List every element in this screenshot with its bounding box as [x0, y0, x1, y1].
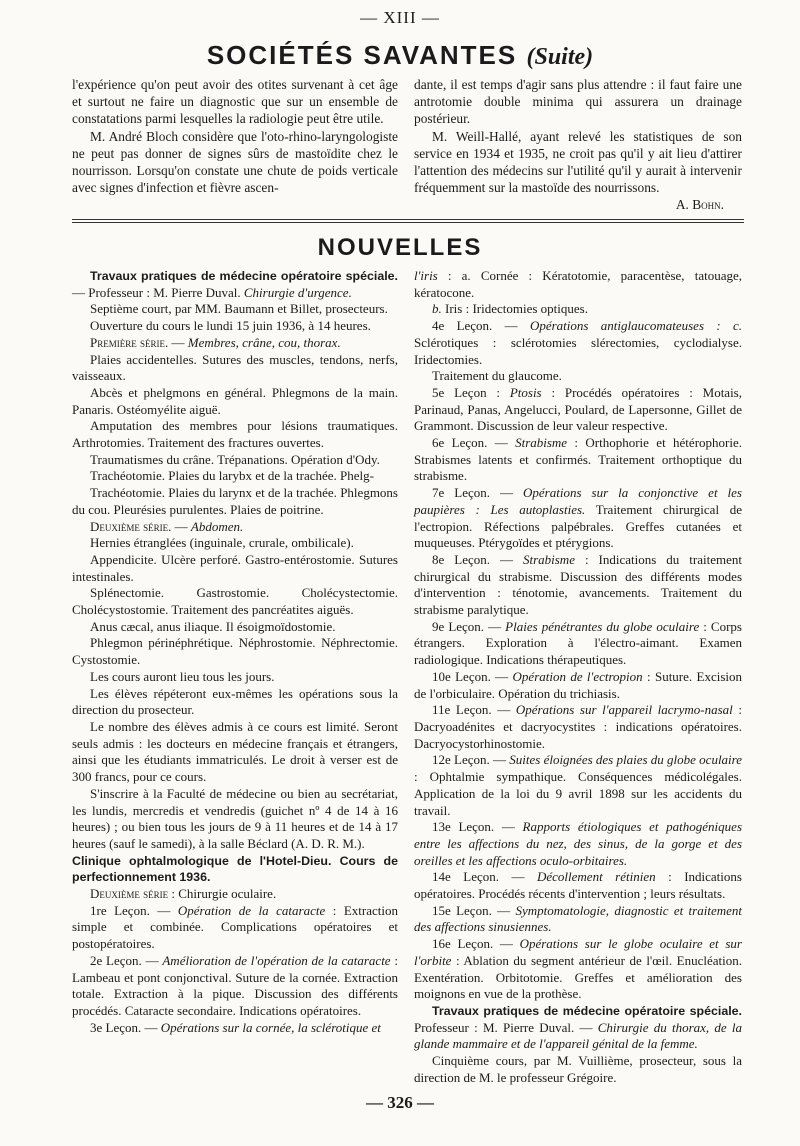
paragraph-text: 16e Leçon. —: [432, 936, 520, 952]
section-title: [0, 40, 800, 71]
italic-text: Amélioration de l'opération de la cataracte: [162, 952, 391, 968]
paragraph-text: Trachéotomie. Plaies du larybx et de la trachée. Phelg-: [90, 468, 374, 484]
italic-text: Strabisme: [515, 435, 568, 451]
paragraph: [72, 669, 398, 686]
section-title-suffix: (Suite): [526, 44, 594, 70]
italic-text: Chirurgie d'urgence.: [243, 284, 352, 300]
paragraph-text: Anus cæcal, anus iliaque. Il ésoigmoïdostomie.: [90, 618, 336, 634]
page-roman-numeral: — XIII —: [360, 8, 440, 27]
paragraph: [414, 385, 742, 435]
paragraph-text: Phlegmon périnéphrétique. Néphrostomie. Néphrectomie. Cystostomie.: [72, 635, 398, 668]
heading-text: Travaux pratiques de médecine opératoire spéciale.: [90, 269, 398, 283]
paragraph-text: : Ablation du segment antérieur de l'œil. Enucléation. Exentération. Orbitotomie. Greffes et amélioration des moignons en vue de la prothèse.: [414, 952, 742, 1002]
paragraph: [414, 903, 742, 936]
page-number: — 326 —: [366, 1093, 434, 1112]
paragraph-text: 2e Leçon. —: [90, 952, 163, 968]
italic-text: Opérations sur le globe oculaire et sur l'orbite: [414, 936, 742, 968]
paragraph: [72, 535, 398, 552]
paragraph: [72, 301, 398, 318]
italic-text: Opérations sur la conjonctive et les paupières : Les autoplasties.: [414, 485, 742, 517]
series-label: Deuxième série.: [90, 518, 172, 534]
paragraph: M. André Bloch considère que l'oto-rhino-laryngologiste ne peut pas donner de signes sûrs de mastoïdite chez le nourrisson. Lorsqu'on constate une chute de poids verticale avec signes d'infection et fièvre ascen-: [72, 128, 398, 196]
paragraph-text: Iris : Iridectomies optiques.: [441, 301, 588, 317]
paragraph: [72, 468, 398, 485]
italic-text: Chirurgie du thorax, de la glande mammaire et de l'appareil génital de la femme.: [414, 1019, 742, 1052]
paragraph: [414, 552, 742, 619]
paragraph: [72, 485, 398, 518]
italic-text: Abdomen.: [190, 518, 244, 534]
author-signature: A. Bohn.: [675, 197, 724, 213]
italic-text: Opération de la cataracte: [177, 902, 326, 918]
paragraph-text: Septième court, par MM. Baumann et Billet, prosecteurs.: [90, 301, 388, 317]
paragraph: dante, il est temps d'agir sans plus attendre : il faut faire une antrotomie double minima qui assurera un drainage postérieur.: [414, 77, 742, 127]
paragraph-text: Amputation des membres pour lésions traumatiques. Arthrotomies. Traitement des fractures ouvertes.: [72, 418, 398, 451]
paragraph-text: 5e Leçon :: [432, 384, 510, 400]
paragraph: [414, 1003, 742, 1053]
italic-text: Rapports étiologiques et pathogéniques entre les affections du nez, des sinus, de la gorge et des oreilles et les affections oculo-orbitaires.: [414, 819, 743, 868]
paragraph-text: 10e Leçon. —: [432, 668, 513, 684]
paragraph: [414, 301, 742, 318]
paragraph: [72, 418, 398, 451]
paragraph: [72, 786, 398, 853]
paragraph-text: Traitement chirurgical de l'ectropion. Réfections palpébrales. Greffes cutanées et muqueuses. Ptérygoïdes et ptérygions.: [414, 501, 742, 551]
paragraph: [72, 619, 398, 636]
paragraph-text: —: [168, 334, 188, 350]
paragraph: [72, 352, 398, 385]
paragraph: [72, 635, 398, 668]
nouvelles-left-column: [72, 268, 398, 1036]
paragraph: [72, 552, 398, 585]
paragraph: [414, 619, 742, 669]
paragraph-text: : a. Cornée : Kératotomie, paracentèse, tatouage, kératocone.: [414, 268, 742, 300]
paragraph-text: : Lambeau et pont conjonctival. Suture de la cornée. Extraction totale. Extraction à la pique. Discussion des différents procédés. Cataracte secondaire. Indications opératoires.: [72, 952, 398, 1018]
paragraph-text: : Chirurgie oculaire.: [168, 886, 277, 902]
paragraph: [414, 1053, 742, 1086]
paragraph-text: : Dacryoadénites et dacryocystites : indications opératoires. Dacryocystorhinostomie.: [414, 702, 742, 751]
heading-text: Clinique ophtalmologique de l'Hotel-Dieu. Cours de perfectionnement 1936.: [72, 853, 398, 885]
paragraph: [72, 385, 398, 418]
paragraph: [72, 268, 398, 301]
paragraph: [414, 869, 742, 902]
paragraph-text: 12e Leçon. —: [432, 752, 510, 768]
paragraph-text: 4e Leçon. —: [432, 318, 530, 334]
paragraph-text: Traitement du glaucome.: [432, 368, 562, 384]
paragraph-text: : Orthophorie et hétérophorie. Strabismes latents et confirmés. Traitement orthoptique du strabisme.: [414, 435, 742, 484]
paragraph: [414, 819, 742, 869]
paragraph: M. Weill-Hallé, ayant relevé les statistiques de son service en 1934 et 1935, ne croit pas qu'il y ait lieu d'attirer l'attention des médecins sur l'utilité qu'il y aurait à intervenir fréquemment sur la mastoïde des nourrissons.: [414, 128, 742, 196]
paragraph-text: 3e Leçon. —: [90, 1019, 161, 1035]
paragraph: [414, 368, 742, 385]
italic-text: Opérations sur la cornée, la sclérotique et: [160, 1019, 381, 1035]
italic-text: Membres, crâne, cou, thorax.: [187, 334, 341, 350]
paragraph-text: Le nombre des élèves admis à ce cours est limité. Seront seuls admis : les docteurs en médecine français et étrangers, ainsi que les étudiants immatriculés. Le droit à verser est de 300 francs, pour ce cours.: [72, 718, 398, 785]
italic-text: b.: [432, 301, 442, 317]
paragraph-text: Les élèves répéteront eux-mêmes les opérations sous la direction du prosecteur.: [72, 685, 398, 718]
paragraph-text: Les cours auront lieu tous les jours.: [90, 668, 275, 684]
paragraph-text: Trachéotomie. Plaies du larynx et de la trachée. Phlegmons du cou. Pleurésies purulentes. Plaies de poitrine.: [72, 485, 398, 517]
paragraph: [72, 719, 398, 786]
section-title-text: SOCIÉTÉS SAVANTES: [206, 40, 518, 70]
paragraph-text: : Suture. Excision de l'orbiculaire. Opération du trichiasis.: [414, 668, 742, 701]
societes-left-column: [72, 76, 398, 196]
paragraph-text: 11e Leçon. —: [432, 702, 516, 718]
societes-right-column: [414, 76, 742, 214]
italic-text: Ptosis: [509, 384, 542, 400]
italic-text: Strabisme: [522, 551, 575, 567]
paragraph-text: Professeur : M. Pierre Duval. —: [414, 1019, 598, 1035]
paragraph-text: 14e Leçon. —: [432, 869, 537, 885]
paragraph: l'expérience qu'on peut avoir des otites survenant à cet âge et surtout ne faire un diagnostic que sur un ensemble de constatations parmi lesquelles la radiologie peut être utile.: [72, 77, 398, 127]
italic-text: Suites éloignées des plaies du globe oculaire: [509, 752, 743, 768]
italic-text: Opérations antiglaucomateuses : c.: [529, 318, 742, 334]
paragraph-text: —: [171, 518, 191, 534]
paragraph-text: Plaies accidentelles. Sutures des muscles, tendons, nerfs, vaisseaux.: [72, 351, 398, 384]
paragraph: [72, 886, 398, 903]
paragraph-text: 7e Leçon. —: [432, 485, 524, 501]
paragraph-text: 6e Leçon. —: [432, 435, 516, 451]
paragraph: [414, 318, 742, 368]
italic-text: Plaies pénétrantes du globe oculaire: [505, 618, 700, 634]
paragraph: [72, 519, 398, 536]
paragraph-text: Abcès et phelgmons en général. Phlegmons de la main. Panaris. Ostéomyélite aiguë.: [72, 384, 398, 417]
paragraph: [414, 702, 742, 752]
paragraph: [72, 335, 398, 352]
paragraph: [414, 485, 742, 552]
section-divider: [72, 219, 744, 220]
italic-text: l'iris: [414, 268, 438, 283]
paragraph: [414, 268, 742, 301]
series-label: Première série.: [90, 334, 169, 350]
italic-text: Opérations sur l'appareil lacrymo-nasal: [515, 702, 733, 718]
paragraph: [72, 853, 398, 886]
paragraph-text: 8e Leçon. —: [432, 551, 523, 567]
paragraph-text: Traumatismes du crâne. Trépanations. Opération d'Ody.: [90, 451, 380, 467]
paragraph-text: 13e Leçon. —: [432, 819, 523, 835]
paragraph-text: Ouverture du cours le lundi 15 juin 1936, à 14 heures.: [90, 318, 371, 334]
paragraph-text: Sclérotiques : sclérotomies slérectomies, cyclodialyse. Iridectomies.: [414, 334, 742, 367]
italic-text: Symptomatologie, diagnostic et traitement des affections sinusiennes.: [414, 902, 742, 935]
paragraph-text: 15e Leçon. —: [432, 902, 516, 918]
section-divider: [72, 222, 744, 223]
italic-text: Opération de l'ectropion: [512, 668, 643, 684]
heading-text: Travaux pratiques de médecine opératoire spéciale.: [432, 1003, 742, 1018]
paragraph: [72, 1020, 398, 1037]
paragraph: [72, 953, 398, 1020]
paragraph-text: Splénectomie. Gastrostomie. Cholécystectomie. Cholécystostomie. Traitement des pancréatites aiguës.: [72, 585, 398, 618]
italic-text: Décollement rétinien: [536, 869, 656, 885]
paragraph-text: : Indications du traitement chirurgical du strabisme. Discussion des différents modes d'intervention : ténotomie, avancements. Traitement du strabisme paralytique.: [414, 551, 742, 618]
paragraph-text: Appendicite. Ulcère perforé. Gastro-entérostomie. Sutures intestinales.: [72, 551, 398, 584]
paragraph: [414, 936, 742, 1003]
series-label: Deuxième série: [90, 886, 169, 902]
paragraph-text: : Ophtalmie sympathique. Conséquences médicolégales. Application de la loi du 9 avril 1898 sur les accidents du travail.: [414, 769, 742, 818]
nouvelles-right-column: [414, 268, 742, 1086]
paragraph-text: Cinquième cours, par M. Vuillième, prosecteur, sous la direction de M. le professeur Grégoire.: [414, 1053, 742, 1085]
paragraph-text: S'inscrire à la Faculté de médecine ou bien au secrétariat, les lundis, mercredis et vendredis (guichet nº 4 de 14 à 16 heures) ; ou bien tous les jours de 9 à 11 heures et de 14 à 17 heures (sauf le samedi), à la salle Béclard (A. D. R. M.).: [72, 785, 398, 851]
paragraph: [72, 903, 398, 953]
paragraph: [414, 435, 742, 485]
paragraph-text: : Extraction simple et combinée. Complications opératoires et postopératoires.: [72, 902, 398, 952]
paragraph-text: : Procédés opératoires : Motais, Parinaud, Panas, Angelucci, Poulard, de Lapersonne, Gillet de Grammont. Discussion de leur valeur respective.: [414, 384, 742, 434]
paragraph: [72, 452, 398, 469]
paragraph-text: : Corps étrangers. Exploration à l'électro-aimant. Examen radiologique. Indications thérapeutiques.: [414, 618, 742, 668]
nouvelles-title: NOUVELLES: [317, 234, 483, 261]
paragraph-text: Hernies étranglées (inguinale, crurale, ombilicale).: [90, 535, 354, 551]
paragraph: [72, 686, 398, 719]
paragraph-text: 9e Leçon. —: [432, 618, 506, 634]
paragraph-text: — Professeur : M. Pierre Duval.: [72, 284, 244, 300]
paragraph-text: 1re Leçon. —: [90, 902, 178, 918]
paragraph: [72, 585, 398, 618]
paragraph: [414, 752, 742, 819]
paragraph-text: : Indications opératoires. Procédés récents d'intervention ; leurs résultats.: [414, 869, 742, 902]
paragraph: [414, 669, 742, 702]
paragraph: [72, 318, 398, 335]
